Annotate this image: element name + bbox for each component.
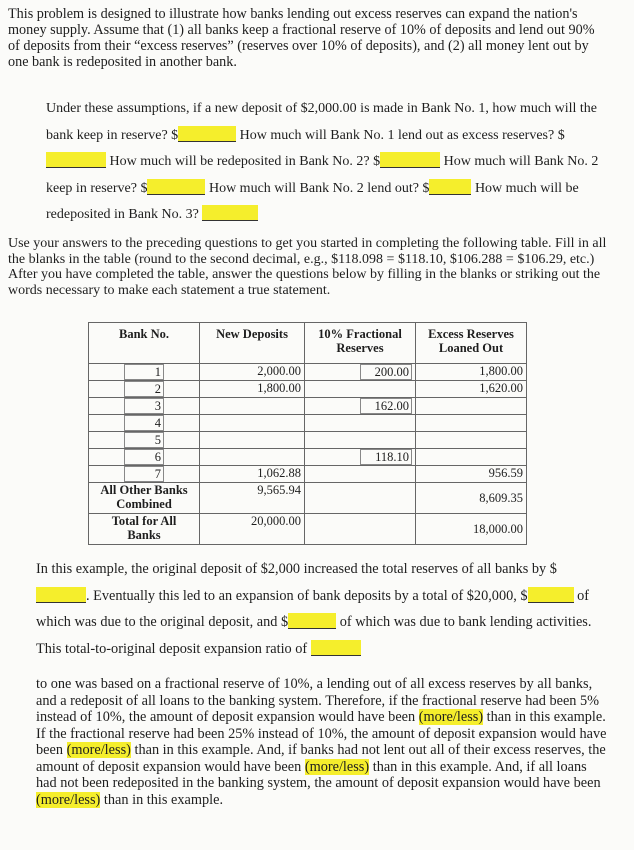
table-row bbox=[89, 415, 527, 432]
reserve-cell[interactable]: 118.10 bbox=[360, 449, 412, 465]
answer-blank-1[interactable] bbox=[178, 126, 236, 142]
bank-number: 6 bbox=[124, 449, 164, 465]
conclusion-text-2: . Eventually this led to an expansion of bank deposits by a total of $20,000, $ bbox=[86, 587, 528, 604]
reserve-cell[interactable] bbox=[305, 483, 416, 514]
closing-text-1: to one was based on a fractional reserve of 10%, a lending out of all excess reserves by all banks, and a redeposit of all loans to the banking system. Therefore, if the fractional reserve had been 5% instead of 10%, the amount of deposit expansion would have been bbox=[36, 676, 600, 725]
deposit-cell[interactable]: 2,000.00 bbox=[200, 364, 305, 381]
table-instructions: Use your answers to the preceding questions to get you started in completing the following table. Fill in all the blanks in the table (round to the second decimal, e.g., $118.098 = $118.10, $106.288 = $106.29, etc.) After you have completed the table, answer the questions below by filling in the blanks or striking out the words necessary to make each statement a true statement. bbox=[8, 236, 607, 298]
answer-blank-6[interactable] bbox=[202, 205, 258, 221]
conclusion-text-3: of which was due to the original deposit, and $ bbox=[36, 587, 590, 630]
closing-paragraph bbox=[36, 676, 608, 808]
deposit-cell[interactable]: 1,062.88 bbox=[200, 466, 305, 483]
loaned-cell[interactable] bbox=[416, 415, 527, 432]
answer-blank-2[interactable] bbox=[46, 152, 106, 168]
loaned-cell[interactable] bbox=[416, 398, 527, 415]
answer-blank-5[interactable] bbox=[429, 179, 471, 195]
question-reserve-bank-1: Under these assumptions, if a new deposit of $2,000.00 is made in Bank No. 1, how much will the bank keep in reserve? $ bbox=[46, 101, 597, 143]
table-row bbox=[89, 381, 527, 398]
questions-paragraph bbox=[46, 96, 606, 229]
bank-number: 1 bbox=[124, 364, 164, 380]
reserve-cell[interactable] bbox=[305, 381, 416, 398]
total-label-2: Banks bbox=[127, 528, 161, 542]
closing-text-3: than in this example. And, if banks had not lent out all of their excess reserves, the amount of deposit expansion would have been bbox=[36, 742, 606, 775]
table-row bbox=[89, 364, 527, 381]
question-lend-bank-2: How much will Bank No. 2 lend out? $ bbox=[208, 180, 430, 196]
other-banks-label: All Other Banks bbox=[100, 483, 188, 497]
other-banks-label-2: Combined bbox=[116, 497, 172, 511]
loaned-cell[interactable]: 18,000.00 bbox=[416, 514, 527, 545]
more-less-choice-4[interactable]: (more/less) bbox=[36, 791, 101, 808]
reserve-cell[interactable] bbox=[305, 432, 416, 449]
closing-text-4: than in this example. And, if all loans had not been redeposited in the banking system, the amount of deposit expansion would have been bbox=[36, 758, 601, 791]
bank-number: 3 bbox=[124, 398, 164, 414]
table-row bbox=[89, 449, 527, 466]
intro-paragraph: This problem is designed to illustrate how banks lending out excess reserves can expand the nation's money supply. Assume that (1) all banks keep a fractional reserve of 10% of deposits and lend out 90% of deposits from their “excess reserves” (reserves over 10% of deposits), and (2) all money lent out by one bank is redeposited in another bank. bbox=[8, 6, 595, 70]
reserve-cell[interactable]: 162.00 bbox=[360, 398, 412, 414]
loaned-cell[interactable]: 1,800.00 bbox=[416, 364, 527, 381]
deposit-cell[interactable]: 1,800.00 bbox=[200, 381, 305, 398]
deposit-cell[interactable]: 20,000.00 bbox=[200, 514, 305, 545]
conclusion-text-1: In this example, the original deposit of $2,000 increased the total reserves of all banks by $ bbox=[36, 561, 557, 577]
table-row bbox=[89, 432, 527, 449]
reserve-cell[interactable] bbox=[305, 415, 416, 432]
total-label: Total for All bbox=[111, 514, 177, 528]
loaned-cell[interactable]: 1,620.00 bbox=[416, 381, 527, 398]
answer-blank-4[interactable] bbox=[147, 179, 205, 195]
deposit-cell[interactable]: 9,565.94 bbox=[200, 483, 305, 514]
more-less-choice-2[interactable]: (more/less) bbox=[66, 742, 131, 758]
answer-blank-3[interactable] bbox=[380, 152, 440, 168]
conclusion-text-4: of which was due to bank lending activities. This total-to-original deposit expansion ratio of bbox=[36, 614, 592, 657]
deposit-cell[interactable] bbox=[200, 398, 305, 415]
answer-blank-ratio[interactable] bbox=[311, 640, 361, 656]
question-lend-bank-1: How much will Bank No. 1 lend out as excess reserves? $ bbox=[239, 127, 565, 143]
answer-blank-lending[interactable] bbox=[288, 613, 336, 629]
loaned-cell[interactable]: 8,609.35 bbox=[416, 483, 527, 514]
more-less-choice-1[interactable]: (more/less) bbox=[418, 709, 484, 725]
deposit-cell[interactable] bbox=[200, 449, 305, 466]
question-reserve-bank-2: How much will Bank No. 2 keep in reserve? $ bbox=[46, 154, 599, 196]
reserve-cell[interactable] bbox=[305, 514, 416, 545]
closing-text-5: than in this example. bbox=[103, 791, 224, 808]
reserves-table bbox=[88, 322, 527, 545]
header-bank-no: Bank No. bbox=[89, 323, 200, 364]
bank-number: 2 bbox=[124, 381, 164, 397]
table-row bbox=[89, 398, 527, 415]
loaned-cell[interactable]: 956.59 bbox=[416, 466, 527, 483]
header-fractional-reserves: 10% Fractional Reserves bbox=[305, 323, 416, 364]
table-row-total bbox=[89, 514, 527, 545]
table-header-row bbox=[89, 323, 527, 364]
conclusion-paragraph bbox=[36, 556, 606, 662]
closing-text-2: than in this example. If the fractional reserve had been 25% instead of 10%, the amount of deposit expansion would have been bbox=[36, 709, 607, 758]
table-row bbox=[89, 466, 527, 483]
more-less-choice-3[interactable]: (more/less) bbox=[304, 758, 370, 775]
loaned-cell[interactable] bbox=[416, 449, 527, 466]
header-new-deposits: New Deposits bbox=[200, 323, 305, 364]
header-excess-reserves: Excess Reserves Loaned Out bbox=[416, 323, 527, 364]
question-redeposit-bank-3: How much will be redeposited in Bank No. 3? bbox=[46, 180, 579, 222]
answer-blank-total-reserves[interactable] bbox=[36, 587, 86, 603]
table-row-other-banks bbox=[89, 483, 527, 514]
bank-number: 5 bbox=[124, 432, 164, 448]
bank-number: 7 bbox=[124, 466, 164, 482]
reserve-cell[interactable]: 200.00 bbox=[360, 364, 412, 380]
reserve-cell[interactable] bbox=[305, 466, 416, 483]
loaned-cell[interactable] bbox=[416, 432, 527, 449]
answer-blank-original-deposit[interactable] bbox=[528, 587, 574, 603]
bank-number: 4 bbox=[124, 415, 164, 431]
deposit-cell[interactable] bbox=[200, 432, 305, 449]
deposit-cell[interactable] bbox=[200, 415, 305, 432]
question-redeposit-bank-2: How much will be redeposited in Bank No. 2? $ bbox=[109, 154, 381, 169]
